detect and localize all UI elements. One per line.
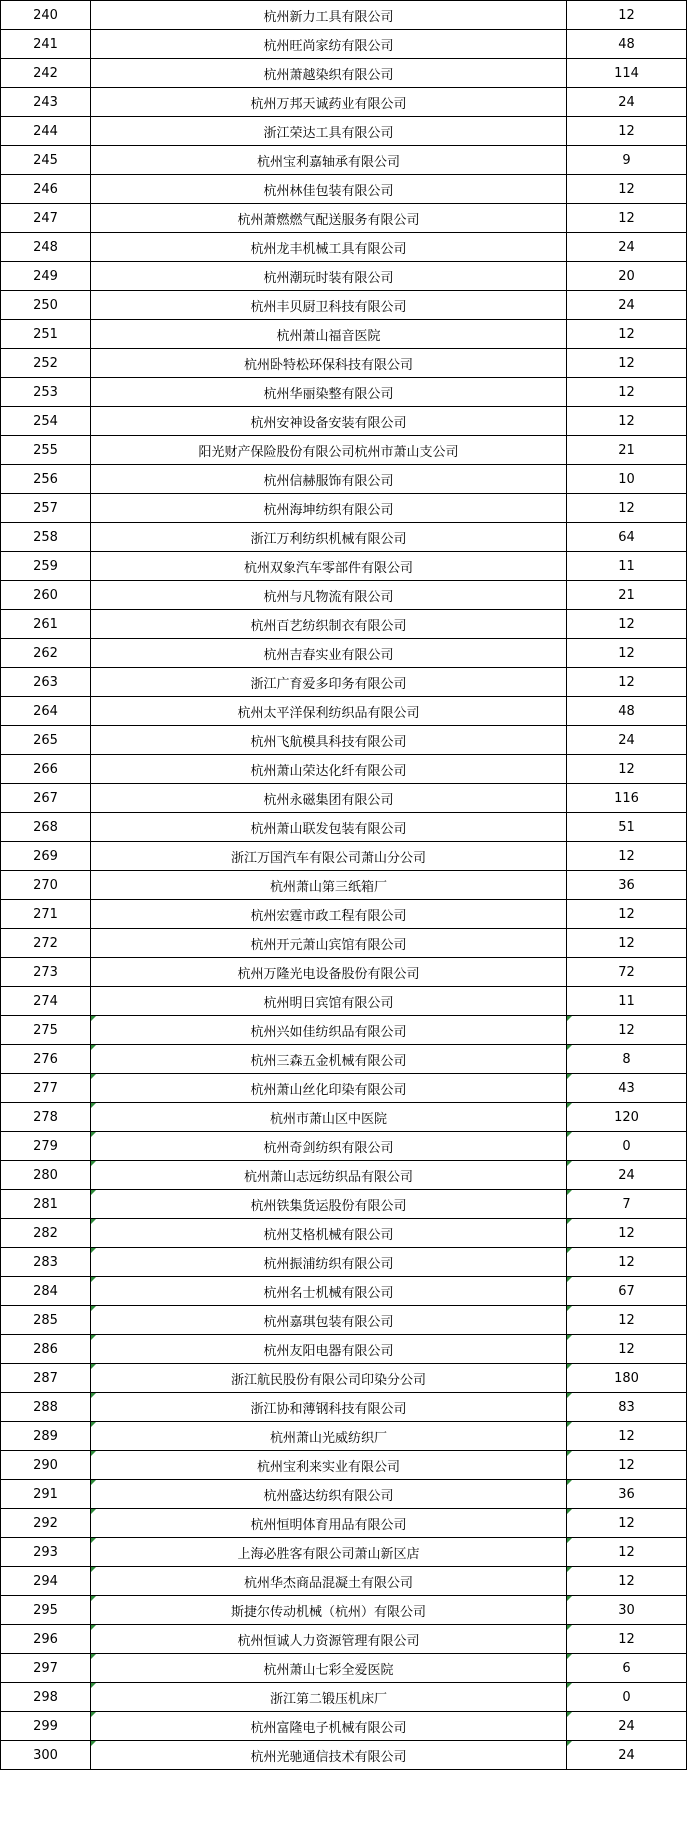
company-name-cell: 杭州萧山荣达化纤有限公司: [91, 755, 567, 784]
table-row: [1, 1103, 687, 1132]
table-row: [1, 726, 687, 755]
count-cell: 114: [567, 59, 687, 88]
count-cell: 30: [567, 1596, 687, 1625]
row-number-cell: 258: [1, 523, 91, 552]
table-row: [1, 552, 687, 581]
company-name-cell: 上海必胜客有限公司萧山新区店: [91, 1538, 567, 1567]
table-row: [1, 871, 687, 900]
count-cell: 36: [567, 871, 687, 900]
company-name-cell: 阳光财产保险股份有限公司杭州市萧山支公司: [91, 436, 567, 465]
company-name-cell: 杭州萧山第三纸箱厂: [91, 871, 567, 900]
table-body: [1, 1, 687, 1770]
row-number-cell: 247: [1, 204, 91, 233]
row-number-cell: 259: [1, 552, 91, 581]
count-cell: 12: [567, 639, 687, 668]
table-row: [1, 639, 687, 668]
table-row: [1, 146, 687, 175]
table-row: [1, 523, 687, 552]
company-name-cell: 浙江广育爱多印务有限公司: [91, 668, 567, 697]
count-cell: 43: [567, 1074, 687, 1103]
table-row: [1, 1016, 687, 1045]
row-number-cell: 280: [1, 1161, 91, 1190]
count-cell: 24: [567, 1741, 687, 1770]
table-row: [1, 1045, 687, 1074]
company-name-cell: 杭州恒明体育用品有限公司: [91, 1509, 567, 1538]
row-number-cell: 290: [1, 1451, 91, 1480]
company-name-cell: 杭州名士机械有限公司: [91, 1277, 567, 1306]
row-number-cell: 275: [1, 1016, 91, 1045]
company-name-cell: 杭州华杰商品混凝土有限公司: [91, 1567, 567, 1596]
row-number-cell: 267: [1, 784, 91, 813]
count-cell: 12: [567, 1248, 687, 1277]
company-name-cell: 杭州吉春实业有限公司: [91, 639, 567, 668]
row-number-cell: 252: [1, 349, 91, 378]
table-row: [1, 1, 687, 30]
count-cell: 12: [567, 1625, 687, 1654]
count-cell: 48: [567, 697, 687, 726]
row-number-cell: 264: [1, 697, 91, 726]
row-number-cell: 296: [1, 1625, 91, 1654]
count-cell: 8: [567, 1045, 687, 1074]
company-name-cell: 杭州万邦天诚药业有限公司: [91, 88, 567, 117]
company-name-cell: 杭州奇剑纺织有限公司: [91, 1132, 567, 1161]
count-cell: 7: [567, 1190, 687, 1219]
count-cell: 24: [567, 1161, 687, 1190]
count-cell: 24: [567, 1712, 687, 1741]
table-row: [1, 30, 687, 59]
company-name-cell: 杭州恒诚人力资源管理有限公司: [91, 1625, 567, 1654]
count-cell: 12: [567, 378, 687, 407]
table-row: [1, 1451, 687, 1480]
company-name-cell: 杭州明日宾馆有限公司: [91, 987, 567, 1016]
company-name-cell: 杭州萧燃燃气配送服务有限公司: [91, 204, 567, 233]
count-cell: 48: [567, 30, 687, 59]
row-number-cell: 241: [1, 30, 91, 59]
table-row: [1, 1074, 687, 1103]
table-row: [1, 465, 687, 494]
table-row: [1, 175, 687, 204]
count-cell: 12: [567, 349, 687, 378]
table-row: [1, 1480, 687, 1509]
row-number-cell: 271: [1, 900, 91, 929]
company-name-cell: 杭州海坤纺织有限公司: [91, 494, 567, 523]
count-cell: 12: [567, 407, 687, 436]
count-cell: 12: [567, 320, 687, 349]
table-row: [1, 204, 687, 233]
row-number-cell: 292: [1, 1509, 91, 1538]
company-name-cell: 杭州艾格机械有限公司: [91, 1219, 567, 1248]
company-name-cell: 杭州萧越染织有限公司: [91, 59, 567, 88]
table-row: [1, 1509, 687, 1538]
company-name-cell: 浙江万国汽车有限公司萧山分公司: [91, 842, 567, 871]
count-cell: 9: [567, 146, 687, 175]
row-number-cell: 242: [1, 59, 91, 88]
count-cell: 24: [567, 88, 687, 117]
company-name-cell: 杭州信赫服饰有限公司: [91, 465, 567, 494]
company-name-cell: 杭州铁集货运股份有限公司: [91, 1190, 567, 1219]
company-name-cell: 斯捷尔传动机械（杭州）有限公司: [91, 1596, 567, 1625]
count-cell: 12: [567, 117, 687, 146]
count-cell: 11: [567, 552, 687, 581]
row-number-cell: 277: [1, 1074, 91, 1103]
company-name-cell: 杭州百艺纺织制衣有限公司: [91, 610, 567, 639]
count-cell: 12: [567, 204, 687, 233]
table-row: [1, 697, 687, 726]
table-row: [1, 1364, 687, 1393]
company-name-cell: 杭州新力工具有限公司: [91, 1, 567, 30]
row-number-cell: 250: [1, 291, 91, 320]
company-name-cell: 浙江荣达工具有限公司: [91, 117, 567, 146]
table-row: [1, 1132, 687, 1161]
count-cell: 12: [567, 175, 687, 204]
count-cell: 116: [567, 784, 687, 813]
row-number-cell: 291: [1, 1480, 91, 1509]
row-number-cell: 299: [1, 1712, 91, 1741]
company-name-cell: 浙江协和薄钢科技有限公司: [91, 1393, 567, 1422]
row-number-cell: 284: [1, 1277, 91, 1306]
company-name-cell: 杭州宝利来实业有限公司: [91, 1451, 567, 1480]
count-cell: 6: [567, 1654, 687, 1683]
count-cell: 0: [567, 1683, 687, 1712]
company-name-cell: 杭州兴如佳纺织品有限公司: [91, 1016, 567, 1045]
table-row: [1, 1596, 687, 1625]
row-number-cell: 294: [1, 1567, 91, 1596]
count-cell: 180: [567, 1364, 687, 1393]
company-name-cell: 杭州安神设备安装有限公司: [91, 407, 567, 436]
row-number-cell: 274: [1, 987, 91, 1016]
company-name-cell: 浙江航民股份有限公司印染分公司: [91, 1364, 567, 1393]
table-row: [1, 668, 687, 697]
row-number-cell: 251: [1, 320, 91, 349]
row-number-cell: 269: [1, 842, 91, 871]
row-number-cell: 261: [1, 610, 91, 639]
row-number-cell: 260: [1, 581, 91, 610]
company-name-cell: 杭州飞航模具科技有限公司: [91, 726, 567, 755]
table-row: [1, 407, 687, 436]
company-name-cell: 杭州旺尚家纺有限公司: [91, 30, 567, 59]
count-cell: 36: [567, 1480, 687, 1509]
count-cell: 0: [567, 1132, 687, 1161]
company-name-cell: 杭州万隆光电设备股份有限公司: [91, 958, 567, 987]
company-name-cell: 杭州开元萧山宾馆有限公司: [91, 929, 567, 958]
table-row: [1, 1219, 687, 1248]
table-row: [1, 1712, 687, 1741]
row-number-cell: 246: [1, 175, 91, 204]
company-name-cell: 杭州潮玩时装有限公司: [91, 262, 567, 291]
company-name-cell: 杭州华丽染整有限公司: [91, 378, 567, 407]
table-row: [1, 291, 687, 320]
company-name-cell: 杭州市萧山区中医院: [91, 1103, 567, 1132]
count-cell: 12: [567, 1335, 687, 1364]
company-name-cell: 杭州三森五金机械有限公司: [91, 1045, 567, 1074]
count-cell: 12: [567, 1567, 687, 1596]
company-name-cell: 杭州盛达纺织有限公司: [91, 1480, 567, 1509]
count-cell: 10: [567, 465, 687, 494]
row-number-cell: 288: [1, 1393, 91, 1422]
table-row: [1, 320, 687, 349]
company-name-cell: 杭州嘉琪包装有限公司: [91, 1306, 567, 1335]
row-number-cell: 287: [1, 1364, 91, 1393]
row-number-cell: 295: [1, 1596, 91, 1625]
table-row: [1, 88, 687, 117]
row-number-cell: 272: [1, 929, 91, 958]
table-row: [1, 494, 687, 523]
row-number-cell: 285: [1, 1306, 91, 1335]
row-number-cell: 276: [1, 1045, 91, 1074]
company-name-cell: 杭州太平洋保利纺织品有限公司: [91, 697, 567, 726]
row-number-cell: 253: [1, 378, 91, 407]
count-cell: 24: [567, 233, 687, 262]
count-cell: 12: [567, 929, 687, 958]
table-row: [1, 262, 687, 291]
company-name-cell: 杭州林佳包装有限公司: [91, 175, 567, 204]
table-row: [1, 233, 687, 262]
count-cell: 120: [567, 1103, 687, 1132]
row-number-cell: 289: [1, 1422, 91, 1451]
count-cell: 12: [567, 668, 687, 697]
table-row: [1, 1190, 687, 1219]
table-row: [1, 59, 687, 88]
table-row: [1, 378, 687, 407]
table-row: [1, 1335, 687, 1364]
row-number-cell: 268: [1, 813, 91, 842]
table-row: [1, 1625, 687, 1654]
table-row: [1, 1741, 687, 1770]
company-name-cell: 杭州萧山志远纺织品有限公司: [91, 1161, 567, 1190]
count-cell: 21: [567, 581, 687, 610]
count-cell: 20: [567, 262, 687, 291]
row-number-cell: 243: [1, 88, 91, 117]
table-row: [1, 1567, 687, 1596]
company-name-cell: 杭州光驰通信技术有限公司: [91, 1741, 567, 1770]
row-number-cell: 282: [1, 1219, 91, 1248]
row-number-cell: 293: [1, 1538, 91, 1567]
count-cell: 64: [567, 523, 687, 552]
table-row: [1, 900, 687, 929]
row-number-cell: 262: [1, 639, 91, 668]
count-cell: 51: [567, 813, 687, 842]
count-cell: 12: [567, 494, 687, 523]
row-number-cell: 249: [1, 262, 91, 291]
count-cell: 12: [567, 1422, 687, 1451]
count-cell: 12: [567, 842, 687, 871]
row-number-cell: 281: [1, 1190, 91, 1219]
table-row: [1, 1654, 687, 1683]
table-row: [1, 1306, 687, 1335]
company-name-cell: 杭州宏霆市政工程有限公司: [91, 900, 567, 929]
count-cell: 11: [567, 987, 687, 1016]
count-cell: 12: [567, 1538, 687, 1567]
table-row: [1, 117, 687, 146]
row-number-cell: 266: [1, 755, 91, 784]
count-cell: 24: [567, 726, 687, 755]
table-row: [1, 1277, 687, 1306]
row-number-cell: 278: [1, 1103, 91, 1132]
table-row: [1, 1248, 687, 1277]
count-cell: 24: [567, 291, 687, 320]
count-cell: 12: [567, 1509, 687, 1538]
table-row: [1, 1422, 687, 1451]
row-number-cell: 265: [1, 726, 91, 755]
company-name-cell: 杭州卧特松环保科技有限公司: [91, 349, 567, 378]
company-name-cell: 杭州龙丰机械工具有限公司: [91, 233, 567, 262]
row-number-cell: 263: [1, 668, 91, 697]
table-row: [1, 1393, 687, 1422]
table-row: [1, 784, 687, 813]
table-row: [1, 581, 687, 610]
table-row: [1, 1538, 687, 1567]
row-number-cell: 279: [1, 1132, 91, 1161]
company-name-cell: 杭州萧山联发包装有限公司: [91, 813, 567, 842]
count-cell: 12: [567, 1, 687, 30]
table-row: [1, 755, 687, 784]
company-name-cell: 浙江万利纺织机械有限公司: [91, 523, 567, 552]
row-number-cell: 254: [1, 407, 91, 436]
count-cell: 12: [567, 900, 687, 929]
row-number-cell: 245: [1, 146, 91, 175]
count-cell: 21: [567, 436, 687, 465]
row-number-cell: 270: [1, 871, 91, 900]
row-number-cell: 298: [1, 1683, 91, 1712]
company-name-cell: 杭州萧山七彩全爱医院: [91, 1654, 567, 1683]
table-row: [1, 958, 687, 987]
table-row: [1, 929, 687, 958]
table-row: [1, 987, 687, 1016]
table-row: [1, 813, 687, 842]
count-cell: 12: [567, 1219, 687, 1248]
count-cell: 12: [567, 1016, 687, 1045]
table-row: [1, 1161, 687, 1190]
row-number-cell: 257: [1, 494, 91, 523]
row-number-cell: 297: [1, 1654, 91, 1683]
company-name-cell: 杭州与凡物流有限公司: [91, 581, 567, 610]
table-row: [1, 610, 687, 639]
table-row: [1, 436, 687, 465]
count-cell: 12: [567, 755, 687, 784]
row-number-cell: 244: [1, 117, 91, 146]
row-number-cell: 248: [1, 233, 91, 262]
company-name-cell: 杭州丰贝厨卫科技有限公司: [91, 291, 567, 320]
company-name-cell: 杭州萧山福音医院: [91, 320, 567, 349]
table-row: [1, 1683, 687, 1712]
count-cell: 72: [567, 958, 687, 987]
row-number-cell: 240: [1, 1, 91, 30]
company-name-cell: 杭州萧山丝化印染有限公司: [91, 1074, 567, 1103]
row-number-cell: 255: [1, 436, 91, 465]
company-name-cell: 杭州振浦纺织有限公司: [91, 1248, 567, 1277]
row-number-cell: 283: [1, 1248, 91, 1277]
row-number-cell: 300: [1, 1741, 91, 1770]
count-cell: 12: [567, 610, 687, 639]
count-cell: 12: [567, 1451, 687, 1480]
company-name-cell: 杭州友阳电器有限公司: [91, 1335, 567, 1364]
company-name-cell: 杭州萧山光威纺织厂: [91, 1422, 567, 1451]
table-row: [1, 842, 687, 871]
row-number-cell: 273: [1, 958, 91, 987]
company-name-cell: 杭州宝利嘉轴承有限公司: [91, 146, 567, 175]
company-name-cell: 杭州富隆电子机械有限公司: [91, 1712, 567, 1741]
company-name-cell: 杭州永磁集团有限公司: [91, 784, 567, 813]
company-name-cell: 杭州双象汽车零部件有限公司: [91, 552, 567, 581]
count-cell: 12: [567, 1306, 687, 1335]
row-number-cell: 286: [1, 1335, 91, 1364]
count-cell: 67: [567, 1277, 687, 1306]
row-number-cell: 256: [1, 465, 91, 494]
company-name-cell: 浙江第二锻压机床厂: [91, 1683, 567, 1712]
table-row: [1, 349, 687, 378]
count-cell: 83: [567, 1393, 687, 1422]
